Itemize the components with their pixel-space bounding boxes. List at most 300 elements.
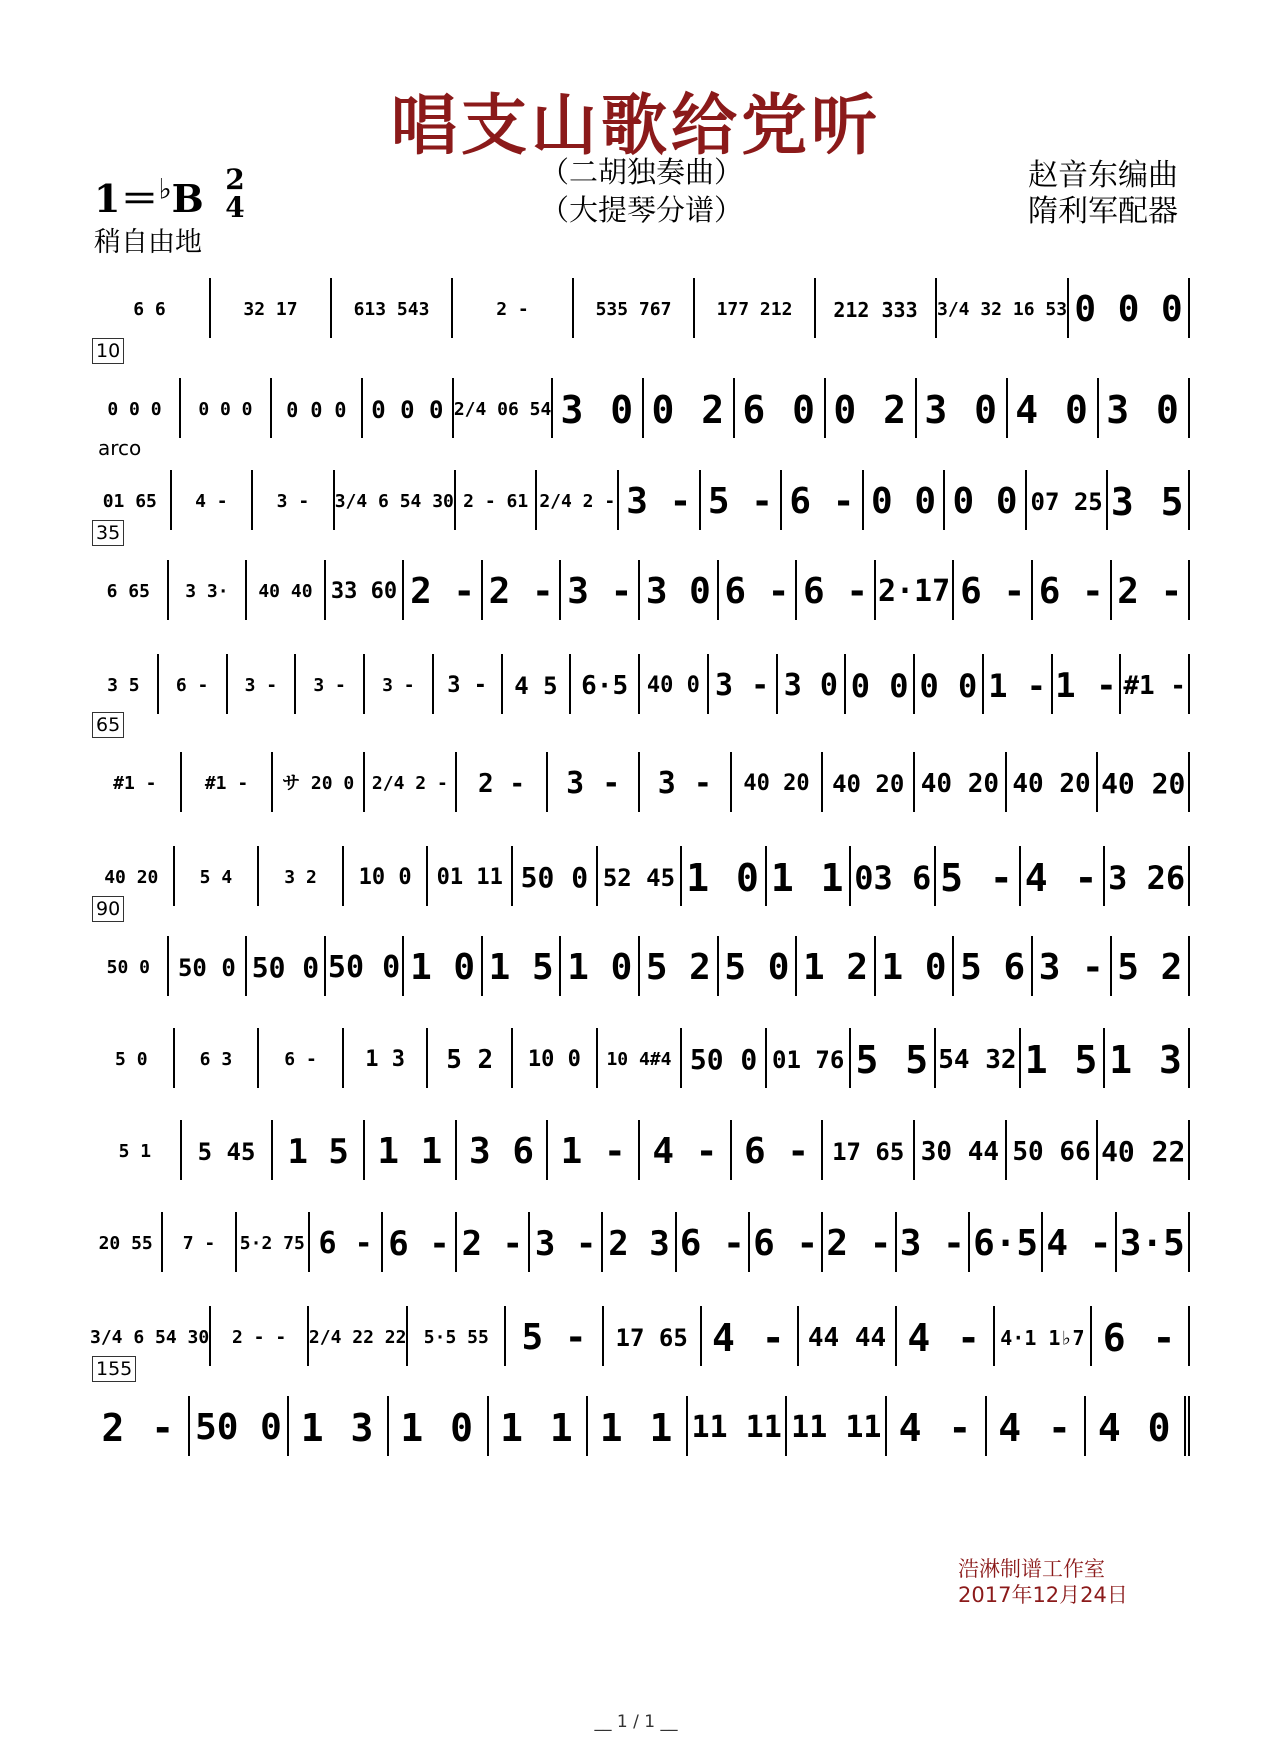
measure-notes: 5 2 bbox=[446, 1045, 494, 1075]
measure-notes: 6 - bbox=[679, 1223, 745, 1264]
measure bbox=[289, 1396, 389, 1456]
measure bbox=[603, 1212, 676, 1272]
measure-notes: 0 0 0 bbox=[107, 399, 162, 420]
measure bbox=[816, 278, 937, 338]
measure-notes: 17 65 bbox=[615, 1324, 688, 1352]
subtitle-line-1: （二胡独奏曲） bbox=[540, 155, 744, 189]
measure-notes: 2 - bbox=[826, 1223, 892, 1264]
measure bbox=[1105, 1028, 1190, 1088]
measure-notes: 6 - bbox=[1038, 571, 1104, 612]
measure bbox=[489, 1396, 589, 1456]
measure bbox=[1092, 1306, 1190, 1366]
measure-notes: 1 5 bbox=[488, 947, 554, 988]
measure bbox=[1007, 752, 1099, 812]
measure-notes: 1 - bbox=[560, 1131, 626, 1172]
measure-notes: 3·5 bbox=[1119, 1223, 1185, 1264]
measure bbox=[876, 936, 955, 996]
measure-notes: 5 - bbox=[521, 1317, 587, 1358]
measure-number: 65 bbox=[92, 712, 124, 738]
measure bbox=[823, 752, 915, 812]
measure bbox=[917, 378, 1008, 438]
measure-notes: 2 - bbox=[496, 299, 529, 320]
measure bbox=[182, 752, 274, 812]
measure bbox=[1021, 1028, 1106, 1088]
score-system bbox=[90, 1120, 1190, 1180]
measure-notes: 2/4 22 22 bbox=[308, 1327, 407, 1348]
measure-notes: 0 0 bbox=[850, 667, 909, 705]
score-system bbox=[90, 340, 1190, 438]
measure-notes: 4 0 bbox=[1015, 388, 1090, 432]
measure-notes: 5 - bbox=[707, 481, 773, 522]
measure-notes: 5 2 bbox=[645, 947, 711, 988]
measure bbox=[1021, 846, 1106, 906]
subtitle-line-2: （大提琴分谱） bbox=[540, 193, 744, 227]
measure bbox=[456, 470, 538, 530]
measure bbox=[344, 846, 429, 906]
measure bbox=[530, 1212, 603, 1272]
measure bbox=[640, 560, 719, 620]
measure-notes: 5 4 bbox=[199, 867, 233, 888]
measure-notes: 2 - bbox=[461, 1224, 524, 1264]
measure-notes: 3 - bbox=[276, 491, 310, 512]
measure-notes: 50 0 bbox=[177, 954, 236, 982]
measure bbox=[644, 378, 735, 438]
measure-notes: 40 20 bbox=[1101, 767, 1186, 800]
measure-notes: 5 0 bbox=[115, 1049, 148, 1070]
measure-notes: 4 5 bbox=[514, 672, 558, 700]
measure-notes: 4 - bbox=[195, 491, 228, 512]
measure bbox=[211, 1306, 309, 1366]
measure bbox=[363, 378, 454, 438]
measure bbox=[1121, 654, 1190, 714]
measure bbox=[604, 1306, 702, 1366]
measure bbox=[310, 1212, 383, 1272]
measure-notes: 6·5 bbox=[973, 1223, 1039, 1264]
measure bbox=[383, 1212, 456, 1272]
measure bbox=[434, 654, 503, 714]
score-system bbox=[90, 1212, 1190, 1272]
measure-notes: 5 5 bbox=[855, 1038, 931, 1082]
measure-notes: 3 - bbox=[715, 668, 770, 703]
measure bbox=[90, 898, 169, 996]
measure bbox=[732, 1120, 824, 1180]
measure-notes: 1 1 bbox=[500, 1406, 575, 1450]
measure-notes: 3 5 bbox=[1110, 480, 1186, 524]
measure-notes: 10 0 bbox=[527, 1047, 581, 1072]
measure bbox=[677, 1212, 750, 1272]
measure bbox=[175, 1028, 260, 1088]
measure-notes: 3 - bbox=[313, 675, 346, 696]
measure bbox=[1053, 654, 1122, 714]
measure-notes: 2 - 61 bbox=[463, 491, 529, 512]
measure bbox=[864, 470, 946, 530]
measure bbox=[640, 752, 732, 812]
measure-notes: 32 17 bbox=[243, 299, 298, 320]
measure-notes: 3 3· bbox=[185, 581, 229, 602]
measure-notes: 6 6 bbox=[133, 299, 166, 320]
measure-notes: 2 - bbox=[410, 571, 476, 612]
measure bbox=[984, 654, 1053, 714]
measure-notes: 6 3 bbox=[199, 1049, 233, 1070]
measure bbox=[1033, 936, 1112, 996]
measure bbox=[181, 378, 272, 438]
measure-notes: 33 60 bbox=[330, 579, 398, 604]
measure bbox=[326, 936, 405, 996]
measure bbox=[787, 1396, 887, 1456]
measure bbox=[389, 1396, 489, 1456]
measure-notes: 7 - bbox=[182, 1233, 216, 1254]
measure bbox=[253, 470, 335, 530]
measure-number: 90 bbox=[92, 896, 124, 922]
measure bbox=[454, 378, 554, 438]
measure-notes: 2 - bbox=[101, 1406, 177, 1450]
measure bbox=[682, 846, 767, 906]
measure-notes: 10 0 bbox=[358, 865, 412, 890]
measure-notes: 6 0 bbox=[742, 388, 818, 432]
measure-notes: 3 - bbox=[899, 1223, 965, 1264]
measure-notes: 177 212 bbox=[716, 299, 793, 320]
measure bbox=[945, 470, 1027, 530]
measure-notes: 5·2 75 bbox=[239, 1233, 305, 1254]
measure-notes: 3 0 bbox=[645, 571, 711, 612]
measure-notes: 40 20 bbox=[104, 867, 159, 888]
measure-notes: 01 76 bbox=[772, 1046, 845, 1074]
measure bbox=[1098, 752, 1190, 812]
measure-notes: 40 20 bbox=[920, 769, 1000, 799]
measure bbox=[90, 522, 169, 620]
measure-notes: 6 - bbox=[1102, 1316, 1178, 1360]
measure bbox=[695, 278, 816, 338]
measure bbox=[453, 278, 574, 338]
measure-notes: 3 - bbox=[626, 481, 692, 522]
measure-notes: 1 0 bbox=[410, 947, 476, 988]
measure bbox=[169, 560, 248, 620]
measure-notes: #1 - bbox=[113, 773, 157, 794]
measure-notes: 01 11 bbox=[436, 865, 503, 890]
measure-notes: 44 44 bbox=[807, 1323, 887, 1353]
measure bbox=[182, 1120, 274, 1180]
measure bbox=[228, 654, 297, 714]
measure-notes: 4 - bbox=[998, 1406, 1073, 1450]
measure bbox=[175, 846, 260, 906]
measure-notes: 0 0 bbox=[952, 481, 1018, 522]
flat-sign: ♭ bbox=[158, 172, 172, 206]
measure bbox=[987, 1396, 1087, 1456]
measure bbox=[598, 1028, 683, 1088]
measure bbox=[344, 1028, 429, 1088]
measure bbox=[90, 1120, 182, 1180]
measure-notes: 1 0 bbox=[686, 856, 761, 900]
measure bbox=[404, 936, 483, 996]
measure-notes: 4 0 bbox=[1097, 1406, 1173, 1450]
measure-notes: 54 32 bbox=[938, 1045, 1017, 1075]
measure bbox=[90, 340, 181, 438]
measure-notes: 4 - bbox=[652, 1131, 718, 1172]
measure-notes: 3 - bbox=[534, 1224, 597, 1264]
measure bbox=[326, 560, 405, 620]
measure bbox=[561, 560, 640, 620]
measure-notes: 3 5 bbox=[107, 675, 140, 696]
studio-name: 浩淋制谱工作室 bbox=[958, 1557, 1105, 1581]
measure bbox=[1112, 936, 1191, 996]
score-system bbox=[90, 846, 1190, 906]
measure-notes: 11 11 bbox=[791, 1410, 882, 1445]
measure-notes: 4 - bbox=[898, 1406, 974, 1450]
measure bbox=[915, 752, 1007, 812]
measure bbox=[915, 654, 984, 714]
measure-notes: 50 66 bbox=[1012, 1137, 1091, 1167]
measure-notes: 11 11 bbox=[691, 1410, 782, 1445]
measure-notes: 3 0 bbox=[924, 388, 999, 432]
measure-notes: 0 0 0 bbox=[371, 396, 444, 424]
measure-notes: 4·1 1♭7 bbox=[1000, 1326, 1085, 1350]
score-system bbox=[90, 278, 1190, 338]
measure-notes: 2/4 06 54 bbox=[453, 399, 552, 420]
measure bbox=[767, 846, 852, 906]
score-system bbox=[90, 436, 1190, 530]
measure-notes: 6 - bbox=[744, 1131, 810, 1172]
measure bbox=[1117, 1212, 1190, 1272]
measure bbox=[172, 470, 254, 530]
measure bbox=[90, 714, 182, 812]
measure bbox=[1105, 846, 1190, 906]
measure bbox=[846, 654, 915, 714]
measure bbox=[1069, 278, 1190, 338]
measure bbox=[1007, 1120, 1099, 1180]
measure bbox=[1108, 470, 1190, 530]
measure-notes: 212 333 bbox=[833, 298, 918, 322]
time-signature bbox=[222, 163, 248, 224]
measure-notes: 6 - bbox=[789, 481, 855, 522]
measure bbox=[296, 654, 365, 714]
measure-notes: 3 0 bbox=[783, 668, 838, 703]
key-tonic: 1＝ bbox=[94, 176, 159, 221]
measure bbox=[247, 560, 326, 620]
measure bbox=[1043, 1212, 1116, 1272]
measure-notes: 3 0 bbox=[560, 388, 636, 432]
measure bbox=[702, 1306, 800, 1366]
measure-notes: 5 6 bbox=[960, 947, 1026, 988]
measure-notes: 07 25 bbox=[1030, 488, 1103, 516]
measure-number: 35 bbox=[92, 520, 124, 546]
measure-notes: 5 - bbox=[940, 856, 1015, 900]
measure-notes: 0 0 0 bbox=[1074, 289, 1183, 330]
measure bbox=[483, 560, 562, 620]
measure-notes: 5 45 bbox=[197, 1138, 256, 1166]
measure-notes: 50 0 bbox=[195, 1407, 282, 1448]
measure-number: 10 bbox=[92, 338, 124, 364]
measure bbox=[513, 1028, 598, 1088]
measure-notes: 3 - bbox=[1038, 947, 1104, 988]
measure-notes: 3 - bbox=[567, 571, 633, 612]
measure-notes: 2/4 2 - bbox=[539, 491, 616, 512]
measure-notes: 5 2 bbox=[1117, 947, 1183, 988]
measure bbox=[272, 378, 363, 438]
measure bbox=[995, 1306, 1093, 1366]
measure bbox=[1099, 378, 1190, 438]
measure bbox=[365, 1120, 457, 1180]
measure bbox=[90, 654, 159, 714]
measure bbox=[823, 1212, 896, 1272]
measure bbox=[259, 1028, 344, 1088]
measure bbox=[571, 654, 640, 714]
measure-notes: 1 1 bbox=[770, 856, 846, 900]
measure-notes: 1 - bbox=[1055, 666, 1117, 706]
measure bbox=[159, 654, 228, 714]
measure bbox=[688, 1396, 788, 1456]
measure bbox=[513, 846, 598, 906]
playing-mark: arco bbox=[98, 436, 142, 460]
measure bbox=[701, 470, 783, 530]
measure bbox=[936, 846, 1021, 906]
measure bbox=[826, 378, 917, 438]
measure bbox=[598, 846, 683, 906]
key-signature bbox=[94, 168, 204, 223]
measure-notes: 50 0 bbox=[106, 957, 150, 978]
measure-notes: 10 4#4 bbox=[606, 1049, 672, 1070]
score-system bbox=[90, 1358, 1190, 1456]
measure bbox=[851, 1028, 936, 1088]
measure bbox=[273, 752, 365, 812]
score-system bbox=[90, 898, 1190, 996]
measure-notes: 1 0 bbox=[400, 1406, 476, 1450]
measure bbox=[797, 936, 876, 996]
score-system bbox=[90, 522, 1190, 620]
measure-notes: 6 - bbox=[802, 571, 868, 612]
measure-notes: 613 543 bbox=[353, 299, 430, 320]
measure bbox=[561, 936, 640, 996]
score-system bbox=[90, 654, 1190, 714]
measure bbox=[897, 1212, 970, 1272]
measure bbox=[719, 936, 798, 996]
measure bbox=[503, 654, 572, 714]
measure-notes: 3 - bbox=[244, 675, 278, 696]
measure-notes: 03 6 bbox=[854, 859, 932, 897]
score-system bbox=[90, 714, 1190, 812]
measure-notes: 0 0 0 bbox=[198, 399, 253, 420]
measure bbox=[211, 278, 332, 338]
measure bbox=[1033, 560, 1112, 620]
measure bbox=[408, 1306, 506, 1366]
measure-notes: 3 - bbox=[566, 766, 621, 801]
measure bbox=[619, 470, 701, 530]
measure bbox=[936, 1028, 1021, 1088]
measure bbox=[823, 1120, 915, 1180]
measure bbox=[937, 278, 1069, 338]
measure bbox=[457, 1120, 549, 1180]
measure bbox=[335, 470, 456, 530]
measure-notes: 0 2 bbox=[651, 388, 727, 432]
measure-notes: 4 - bbox=[1046, 1223, 1112, 1264]
score-system bbox=[90, 1028, 1190, 1088]
measure bbox=[90, 1212, 163, 1272]
measure-notes: 6 - bbox=[318, 1226, 373, 1261]
measure-notes: 1 3 bbox=[365, 1047, 405, 1072]
measure-notes: 40 40 bbox=[258, 581, 313, 602]
measure bbox=[682, 1028, 767, 1088]
measure-notes: 6 - bbox=[753, 1223, 819, 1264]
measure bbox=[247, 936, 326, 996]
measure bbox=[169, 936, 248, 996]
measure-notes: 0 2 bbox=[833, 388, 909, 432]
measure-notes: 1 0 bbox=[567, 947, 633, 988]
measure bbox=[574, 278, 695, 338]
measure bbox=[90, 1358, 190, 1456]
measure-notes: 40 20 bbox=[832, 770, 905, 798]
measure-notes: 50 0 bbox=[251, 951, 320, 984]
measure bbox=[163, 1212, 236, 1272]
measure bbox=[90, 278, 211, 338]
measure-notes: 5·5 55 bbox=[423, 1327, 489, 1348]
measure-notes: 3/4 6 54 30 bbox=[90, 1327, 210, 1348]
measure-notes: 0 0 bbox=[870, 481, 937, 522]
measure bbox=[799, 1306, 897, 1366]
measure-notes: 0 0 bbox=[919, 667, 978, 705]
measure-notes: 4 - bbox=[1024, 856, 1100, 900]
measure-notes: 6 65 bbox=[106, 581, 150, 602]
measure bbox=[588, 1396, 688, 1456]
measure bbox=[404, 560, 483, 620]
credit-orchestrator: 隋利军配器 bbox=[1028, 194, 1178, 229]
measure bbox=[954, 936, 1033, 996]
measure bbox=[309, 1306, 409, 1366]
measure bbox=[332, 278, 453, 338]
measure-notes: 1 3 bbox=[300, 1406, 376, 1450]
measure bbox=[732, 752, 824, 812]
measure bbox=[767, 1028, 852, 1088]
stamp-date: 2017年12月24日 bbox=[958, 1583, 1128, 1607]
measure-notes: 5 0 bbox=[724, 947, 790, 988]
measure bbox=[640, 1120, 732, 1180]
measure-notes: サ 20 0 bbox=[282, 773, 355, 794]
measure-notes: 3 - bbox=[382, 675, 415, 696]
measure-number: 155 bbox=[92, 1356, 136, 1382]
measure bbox=[365, 752, 457, 812]
measure-notes: 50 0 bbox=[689, 1043, 758, 1076]
measure-notes: 3 2 bbox=[284, 867, 317, 888]
measure-notes: 1 - bbox=[988, 667, 1047, 705]
measure-notes: 3/4 32 16 53 bbox=[937, 299, 1068, 320]
measure bbox=[537, 470, 619, 530]
measure bbox=[897, 1306, 995, 1366]
measure-notes: 40 22 bbox=[1101, 1135, 1186, 1168]
measure bbox=[457, 752, 549, 812]
measure-notes: 1 2 bbox=[802, 947, 868, 988]
measure bbox=[1027, 470, 1109, 530]
measure-notes: 2·17 bbox=[877, 574, 951, 609]
measure-notes: 40 0 bbox=[646, 673, 700, 698]
measure bbox=[190, 1396, 290, 1456]
measure-notes: 52 45 bbox=[602, 864, 676, 892]
measure-notes: 4 - bbox=[712, 1316, 787, 1360]
measure-notes: 1 0 bbox=[881, 947, 947, 988]
measure bbox=[797, 560, 876, 620]
measure-notes: 30 44 bbox=[920, 1137, 1000, 1167]
measure-notes: 3 0 bbox=[1106, 388, 1181, 432]
measure-notes: 535 767 bbox=[595, 299, 672, 320]
measure-notes: 3/4 6 54 30 bbox=[334, 491, 454, 512]
measure-notes: 1 3 bbox=[1109, 1038, 1184, 1082]
measure bbox=[719, 560, 798, 620]
measure bbox=[428, 1028, 513, 1088]
measure-notes: 6 - bbox=[284, 1049, 317, 1070]
measure-notes: 4 - bbox=[907, 1316, 983, 1360]
measure-notes: 5 1 bbox=[118, 1141, 152, 1162]
studio-stamp bbox=[958, 1556, 1128, 1608]
measure-notes: 2 - bbox=[488, 571, 554, 612]
measure-notes: 2/4 2 - bbox=[371, 773, 448, 794]
measure bbox=[1086, 1396, 1190, 1456]
